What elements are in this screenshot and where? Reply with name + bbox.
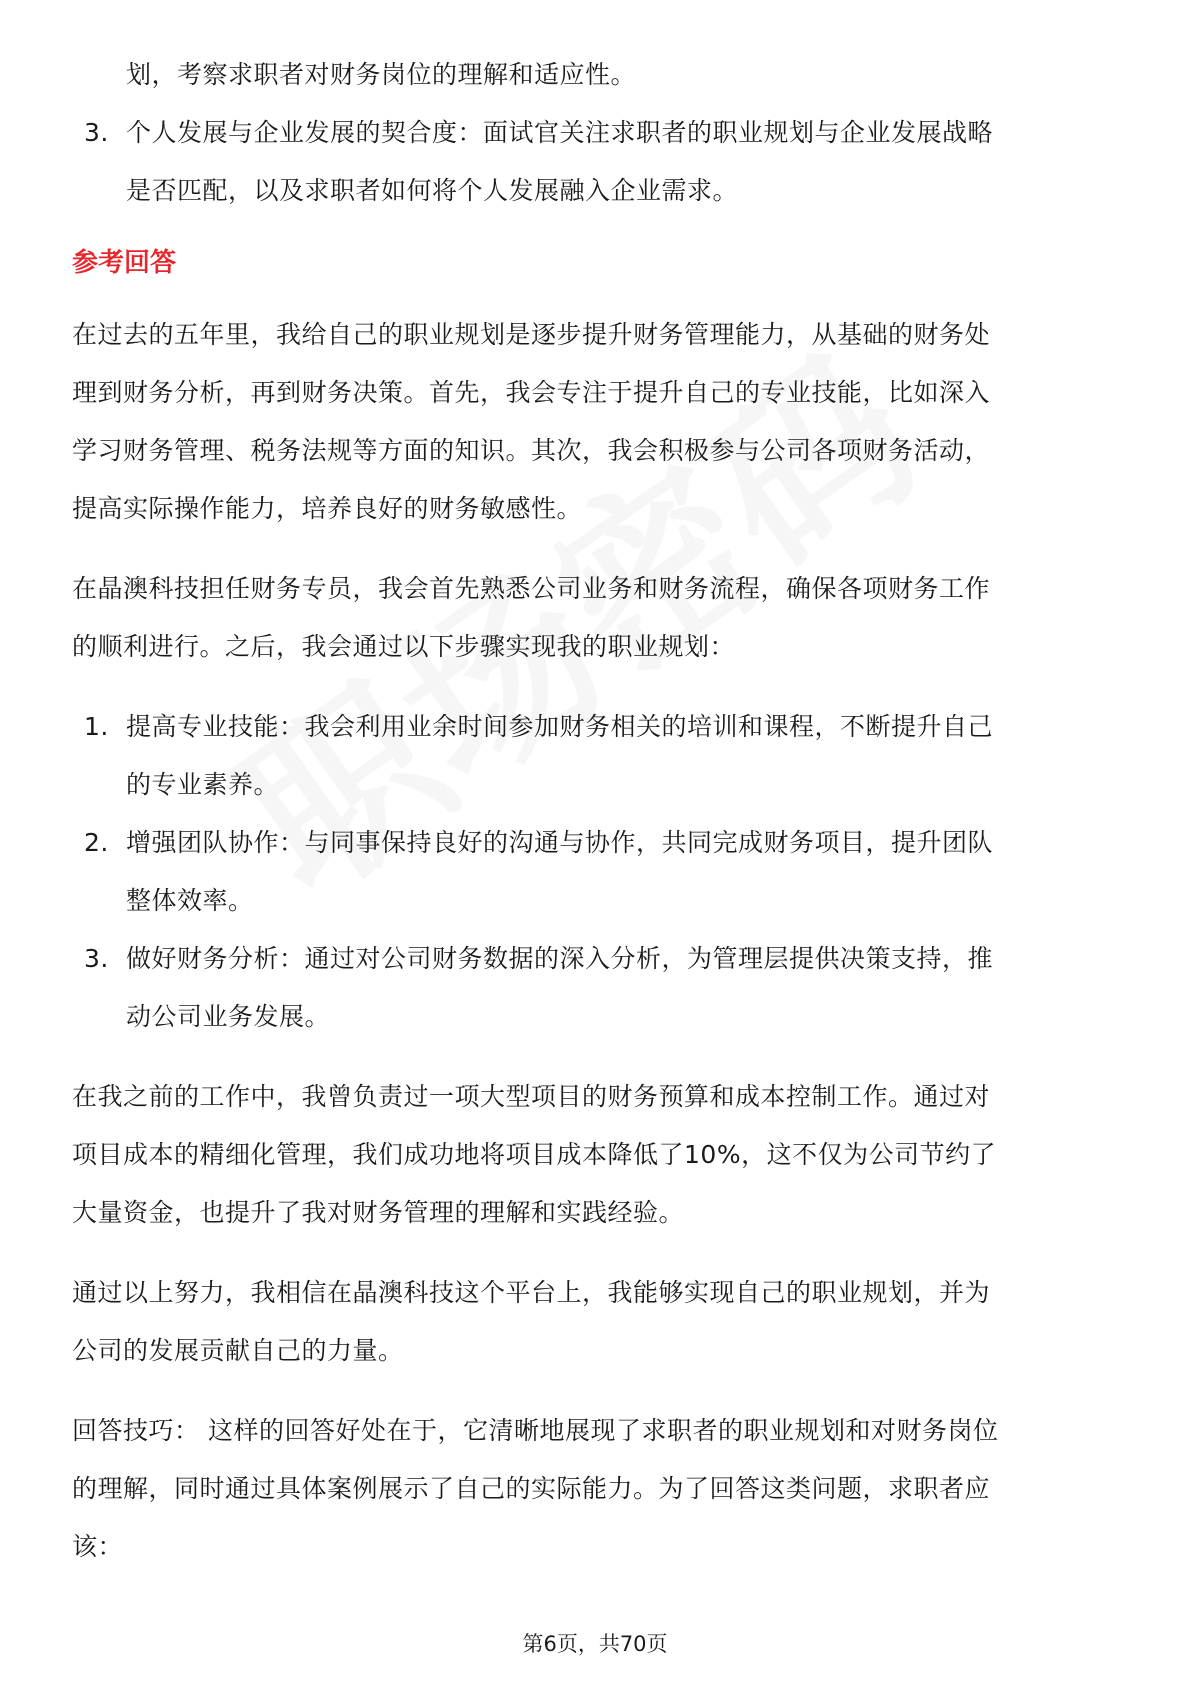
paragraph-line: 通过以上努力，我相信在晶澳科技这个平台上，我能够实现自己的职业规划，并为	[72, 1278, 991, 1307]
list-item-line: 是否匹配，以及求职者如何将个人发展融入企业需求。	[126, 176, 739, 205]
paragraph-line: 在过去的五年里，我给自己的职业规划是逐步提升财务管理能力，从基础的财务处	[72, 320, 991, 349]
paragraph-line: 学习财务管理、税务法规等方面的知识。其次，我会积极参与公司各项财务活动，	[72, 436, 991, 465]
intro-continuation: 划，考察求职者对财务岗位的理解和适应性。	[126, 60, 637, 89]
paragraph-career-plan	[72, 306, 1122, 538]
list-item-line: 增强团队协作：与同事保持良好的沟通与协作，共同完成财务项目，提升团队	[126, 828, 994, 857]
paragraph-line: 回答技巧： 这样的回答好处在于，它清晰地展现了求职者的职业规划和对财务岗位	[72, 1416, 999, 1445]
list-item-line: 提高专业技能：我会利用业余时间参加财务相关的培训和课程，不断提升自己	[126, 712, 994, 741]
paragraph-conclusion	[72, 1264, 1122, 1380]
list-item	[72, 930, 1122, 1046]
list-item	[72, 814, 1122, 930]
paragraph-company-role	[72, 560, 1122, 676]
list-item-line: 的专业素养。	[126, 770, 280, 799]
paragraph-line: 的理解，同时通过具体案例展示了自己的实际能力。为了回答这类问题，求职者应	[72, 1474, 991, 1503]
paragraph-line: 在我之前的工作中，我曾负责过一项大型项目的财务预算和成本控制工作。通过对	[72, 1082, 991, 1111]
list-item-line: 个人发展与企业发展的契合度：面试官关注求职者的职业规划与企业发展战略	[126, 118, 994, 147]
list-item	[72, 698, 1122, 814]
list-item-line: 整体效率。	[126, 886, 254, 915]
page-number: 第6页，共70页	[522, 1632, 668, 1656]
page-content	[72, 60, 1122, 1576]
paragraph-line: 的顺利进行。之后，我会通过以下步骤实现我的职业规划：	[72, 632, 736, 661]
paragraph-line: 公司的发展贡献自己的力量。	[72, 1336, 404, 1365]
list-item-line: 做好财务分析：通过对公司财务数据的深入分析，为管理层提供决策支持，推	[126, 944, 994, 973]
list-number: 1.	[84, 712, 109, 741]
paragraph-past-experience	[72, 1068, 1122, 1242]
paragraph-line: 大量资金，也提升了我对财务管理的理解和实践经验。	[72, 1198, 685, 1227]
list-number: 2.	[84, 828, 109, 857]
paragraph-line: 理到财务分析，再到财务决策。首先，我会专注于提升自己的专业技能，比如深入	[72, 378, 991, 407]
criteria-item-3	[72, 104, 1122, 220]
steps-list	[72, 698, 1122, 1046]
list-number: 3.	[84, 944, 109, 973]
paragraph-line: 项目成本的精细化管理，我们成功地将项目成本降低了10%，这不仅为公司节约了	[72, 1140, 997, 1169]
answer-tips	[72, 1402, 1122, 1576]
list-number: 3.	[84, 118, 109, 147]
section-heading: 参考回答	[72, 248, 177, 278]
paragraph-line: 在晶澳科技担任财务专员，我会首先熟悉公司业务和财务流程，确保各项财务工作	[72, 574, 991, 603]
paragraph-line: 提高实际操作能力，培养良好的财务敏感性。	[72, 494, 583, 523]
paragraph-line: 该：	[72, 1532, 124, 1561]
list-item-line: 动公司业务发展。	[126, 1002, 331, 1031]
